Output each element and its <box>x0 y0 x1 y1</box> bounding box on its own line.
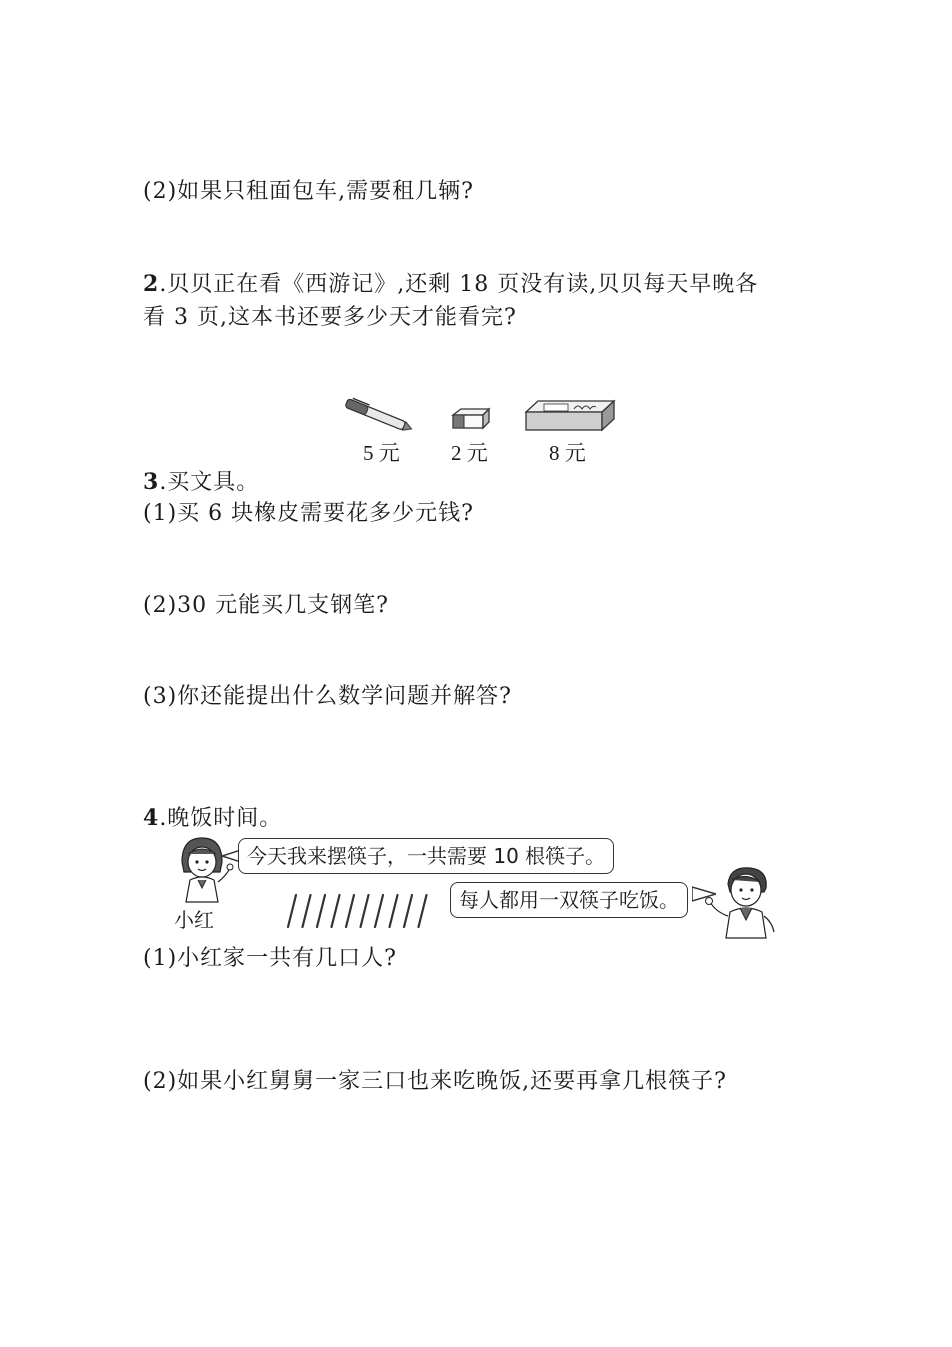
pen-icon <box>340 396 416 436</box>
chopstick <box>375 895 383 927</box>
pencil-box-icon <box>522 398 617 434</box>
q4-part1: (1)小红家一共有几口人? <box>143 946 397 971</box>
q3-number: 3 <box>143 469 160 495</box>
girl-icon <box>170 834 234 904</box>
chopstick <box>288 895 296 927</box>
chopstick <box>346 895 354 927</box>
q3-part1: (1)买 6 块橡皮需要花多少元钱? <box>143 501 474 526</box>
eraser-price: 2 元 <box>451 441 488 465</box>
q4-part2: (2)如果小红舅舅一家三口也来吃晚饭,还要再拿几根筷子? <box>143 1069 727 1094</box>
q4-number: 4 <box>143 805 160 831</box>
chopstick <box>317 895 325 927</box>
chopstick <box>361 895 369 927</box>
q2-line1 <box>143 270 758 299</box>
q3-title: .买文具。 <box>159 470 260 495</box>
girl-speech-bubble: 今天我来摆筷子，一共需要 10 根筷子。 <box>238 838 614 874</box>
pencil-box-price: 8 元 <box>549 441 586 465</box>
boy-speech-bubble: 每人都用一双筷子吃饭。 <box>450 882 688 918</box>
q3-part3: (3)你还能提出什么数学问题并解答? <box>143 684 512 709</box>
q4-title: .晚饭时间。 <box>159 806 283 831</box>
q2-line2: 看 3 页,这本书还要多少天才能看完? <box>143 305 517 330</box>
chopstick <box>390 895 398 927</box>
girl-name: 小红 <box>174 908 214 932</box>
q3-title-line <box>143 468 259 497</box>
chopstick <box>404 895 412 927</box>
q2-number: 2 <box>143 271 160 297</box>
chopstick <box>303 895 311 927</box>
q1-part2: (2)如果只租面包车,需要租几辆? <box>143 179 474 204</box>
chopstick <box>419 895 427 927</box>
q4-title-line <box>143 804 282 833</box>
pen-price: 5 元 <box>363 441 400 465</box>
q3-part2: (2)30 元能买几支钢笔? <box>143 593 389 618</box>
boy-icon <box>702 864 782 940</box>
chopstick <box>332 895 340 927</box>
eraser-icon <box>449 407 491 431</box>
chopsticks-icon <box>282 893 434 929</box>
q2-text-line1: .贝贝正在看《西游记》,还剩 18 页没有读,贝贝每天早晚各 <box>159 272 759 297</box>
